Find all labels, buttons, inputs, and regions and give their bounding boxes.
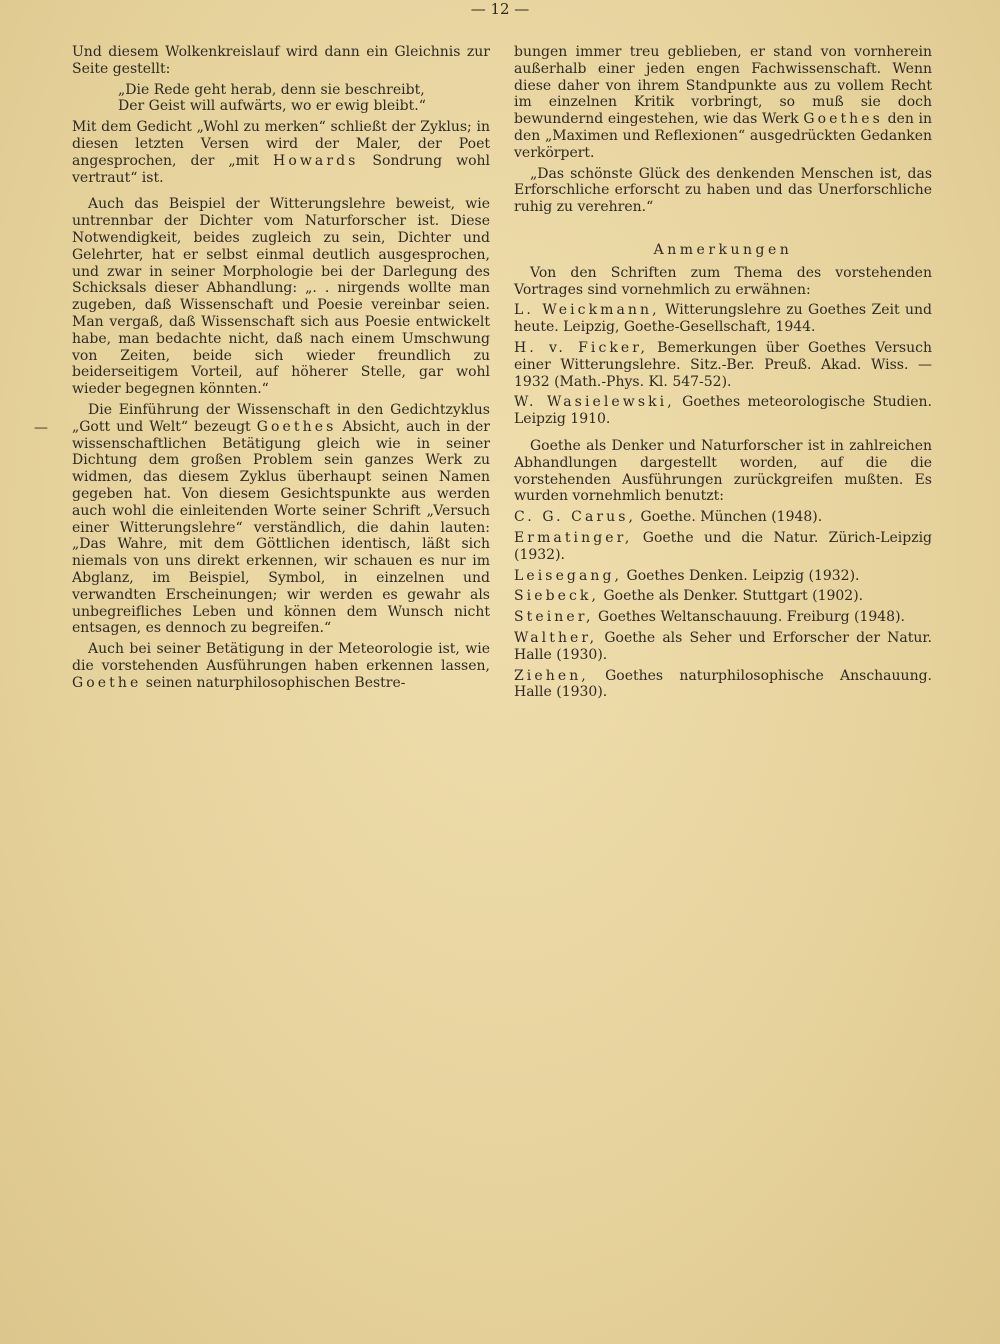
verse-quote	[72, 82, 490, 116]
source-item	[514, 668, 932, 702]
text-run: seinen naturphilosophischen Bestre-	[145, 674, 406, 691]
text-run: Auch bei seiner Betätigung in der Meteorologie ist, wie die vorstehenden Ausführungen haben erkennen lassen,	[72, 641, 490, 674]
text-run: bungen immer treu geblieben, er stand von vornherein außerhalb einer jeden engen Fachwissenschaft. Wenn diese daher von ihrem Standpunkte aus zu vollem Recht im einzelnen Kritik vorbringt, so muß sie doch bewundernd eingestehen, wie das Werk	[514, 44, 932, 128]
reference-item	[514, 302, 932, 336]
paragraph: „Das schönste Glück des denkenden Menschen ist, das Erforschliche erforscht zu haben und das Unerforschliche ruhig zu verehren.“	[514, 165, 932, 216]
author-name: H. v. Ficker,	[514, 339, 649, 356]
paragraph: Von den Schriften zum Thema des vorstehenden Vortrages sind vornehmlich zu erwähnen:	[514, 264, 932, 298]
verse-line: Der Geist will aufwärts, wo er ewig bleibt.“	[118, 98, 426, 115]
source-text: Goethe als Seher und Erforscher der Natur. Halle (1930).	[514, 629, 933, 663]
reference-item	[514, 340, 932, 390]
page-number: — 12 —	[470, 0, 530, 18]
spaced-name: Goethes	[256, 418, 337, 435]
paragraph	[72, 402, 490, 637]
source-text: Goethe und die Natur. Zürich-Leipzig (1932).	[514, 529, 933, 563]
author-name: C. G. Carus,	[514, 509, 637, 526]
paragraph	[72, 119, 490, 186]
margin-dash: —	[34, 420, 48, 436]
text-run: Absicht, auch in der wissenschaftlichen Betätigung gleich wie in seiner Dichtung dem großen Problem sein ganzes Werk zu widmen, das diesem Zyklus überhaupt seinen Namen gegeben hat. Von diesem Gesichtspunkte aus werden auch wohl die einleitenden Worte seiner Schrift „Versuch einer Witterungslehre“ verständlich, die dahin lauten: „Das Wahre, mit dem Göttlichen identisch, läßt sich niemals von uns direkt erkennen, wir schauen es nur im Abglanz, im Beispiel, Symbol, in einzelnen und verwandten Erscheinungen; wir werden es gewahr als unbegreifliches Leben und können dem Wunsch nicht entsagen, es dennoch zu begreifen.“	[72, 418, 491, 637]
author-name: W. Wasielewski,	[514, 394, 675, 411]
spaced-name: Howards	[273, 152, 359, 169]
text-run: Die Einführung der Wissenschaft in den Gedichtzyklus „Gott und Welt“ bezeugt	[72, 401, 490, 435]
reference-item	[514, 394, 932, 428]
text-run: den in den „Maximen und Reflexionen“ ausgedrückten Gedanken verkörpert.	[514, 111, 933, 161]
author-name: Steiner,	[514, 609, 594, 626]
source-item	[514, 568, 932, 585]
source-item	[514, 588, 932, 605]
source-text: Goethes Denken. Leipzig (1932).	[626, 567, 860, 584]
source-item	[514, 509, 932, 526]
source-item	[514, 530, 932, 564]
author-name: Ziehen,	[514, 667, 589, 684]
right-column	[514, 44, 932, 701]
reference-text: Goethes meteorologische Studien. Leipzig 1910.	[514, 394, 932, 428]
source-text: Goethes Weltanschauung. Freiburg (1948).	[597, 609, 905, 626]
reference-text: Witterungslehre zu Goethes Zeit und heute. Leipzig, Goethe-Gesellschaft, 1944.	[514, 302, 932, 336]
paragraph	[514, 44, 932, 162]
source-text: Goethe. München (1948).	[640, 509, 823, 526]
paragraph: Und diesem Wolkenkreislauf wird dann ein Gleichnis zur Seite gestellt:	[72, 44, 490, 77]
paragraph	[72, 641, 490, 691]
section-heading: Anmerkungen	[653, 241, 793, 258]
text-run: Mit dem Gedicht „Wohl zu merken“ schließt der Zyklus; in diesen letzten Versen wird der Maler, der Poet angesprochen, der „mit	[72, 119, 490, 169]
source-item	[514, 630, 932, 664]
source-text: Goethe als Denker. Stuttgart (1902).	[603, 588, 864, 605]
verse-line: „Die Rede geht herab, denn sie beschreibt,	[118, 81, 425, 98]
spaced-name: Goethes	[803, 111, 883, 128]
author-name: L. Weickmann,	[514, 302, 660, 319]
author-name: Leisegang,	[514, 567, 623, 584]
author-name: Walther,	[514, 629, 598, 646]
author-name: Ermatinger,	[514, 529, 633, 546]
source-text: Goethes naturphilosophische Anschauung. Halle (1930).	[514, 667, 932, 701]
author-name: Siebeck,	[514, 588, 600, 605]
paragraph: Goethe als Denker und Naturforscher ist in zahlreichen Abhandlungen dargestellt worden, auf die die vorstehenden Ausführungen zurückgreifen mußten. Es wurden vornehmlich benutzt:	[514, 437, 932, 505]
source-item	[514, 609, 932, 626]
left-column	[72, 44, 490, 691]
spaced-name: Goethe	[72, 674, 142, 691]
paragraph: Auch das Beispiel der Witterungslehre beweist, wie untrennbar der Dichter vom Naturforscher ist. Diese Notwendigkeit, beides zugleich zu sein, Dichter und Gelehrter, hat er selbst einmal deutlich ausgesprochen, und zwar in seiner Morphologie bei der Darlegung des Schicksals dieser Abhandlung: „. . nirgends wollte man zugeben, daß Wissenschaft und Poesie vereinbar seien. Man vergaß, daß Wissenschaft sich aus Poesie entwickelt habe, man bedachte nicht, daß nach einem Umschwung von Zeiten, beide sich wieder freundlich zu beiderseitigem Vorteil, auf höherer Stelle, gar wohl wieder begegnen könnten.“	[72, 196, 490, 398]
text-run: Sondrung wohl vertraut“ ist.	[72, 152, 491, 186]
reference-text: Bemerkungen über Goethes Versuch einer Witterungslehre. Sitz.-Ber. Preuß. Akad. Wiss. — 1932 (Math.-Phys. Kl. 547-52).	[514, 339, 932, 390]
